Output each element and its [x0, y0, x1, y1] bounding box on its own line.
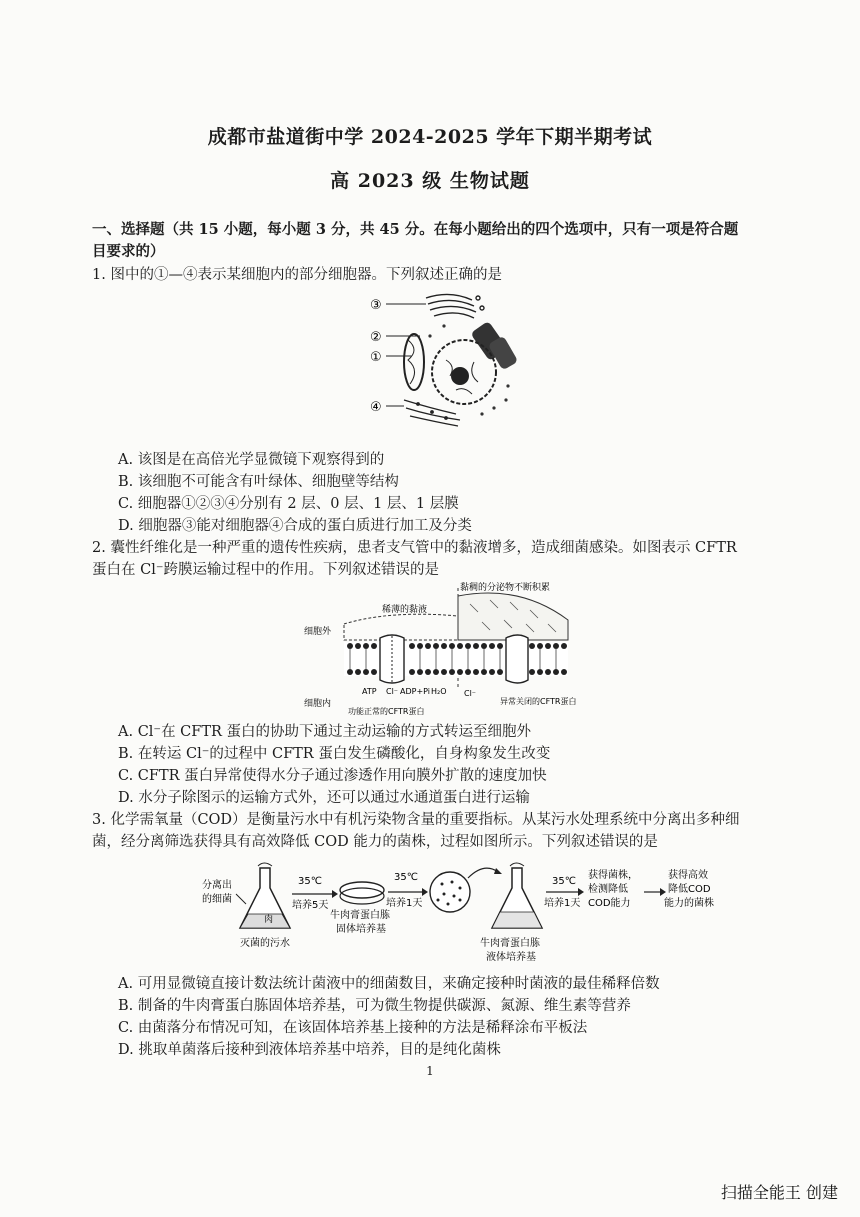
label-get-strain: 获得菌株， [588, 870, 638, 881]
label-thin-mucus: 稀薄的黏液 [382, 605, 428, 615]
exam-subtitle: 高 2023 级 生物试题 [330, 170, 530, 192]
q3-option-c: C. 由菌落分布情况可知，在该固体培养基上接种的方法是稀释涂布平板法 [118, 1020, 588, 1036]
colony-plate [430, 872, 470, 912]
exam-title: 成都市盐道街中学 2024-2025 学年下期半期考试 [207, 126, 653, 148]
label-abnormal-cftr: 异常关闭的CFTR蛋白 [500, 697, 577, 706]
q3-stem-cont: 菌，经分离筛选获得具有高效降低 COD 能力的菌株，过程如图所示。下列叙述错误的是 [92, 834, 658, 850]
label-inside-cell: 细胞内 [304, 699, 332, 709]
q3-option-d: D. 挑取单菌落后接种到液体培养基中培养，目的是纯化菌株 [118, 1042, 501, 1058]
label-plate-medium: 牛肉膏蛋白胨 [330, 910, 390, 921]
petri-plate [340, 882, 384, 904]
phospholipid-bilayer [344, 635, 568, 684]
label-final-1: 获得高效 [668, 870, 708, 881]
label-plate-medium-2: 固体培养基 [336, 924, 386, 935]
q1-option-d: D. 细胞器③能对细胞器④合成的蛋白质进行加工及分类 [118, 518, 472, 534]
bacteria-screening-flow-figure [198, 858, 718, 966]
q1-option-a: A. 该图是在高倍光学显微镜下观察得到的 [118, 452, 385, 468]
label-flask-inner: 肉 [264, 915, 274, 925]
page-number: 1 [426, 1064, 434, 1078]
cell-organelle-figure [360, 290, 530, 440]
q3-option-b: B. 制备的牛肉膏蛋白胨固体培养基，可为微生物提供碳源、氮源、维生素等营养 [118, 998, 631, 1014]
label-atp: ATP [362, 687, 377, 696]
label-detect-reduce: 检测降低 [588, 884, 628, 895]
label-temp-2: 35℃ [394, 872, 418, 883]
label-isolated-bacteria-2: 的细菌 [202, 894, 232, 905]
q3-option-a: A. 可用显微镜直接计数法统计菌液中的细菌数目，来确定接种时菌液的最佳稀释倍数 [118, 976, 660, 992]
golgi-apparatus [426, 294, 484, 318]
q2-option-a: A. Cl⁻在 CFTR 蛋白的协助下通过主动运输的方式转运至细胞外 [118, 724, 532, 740]
label-liquid-medium-2: 液体培养基 [486, 952, 536, 963]
cftr-protein-abnormal [506, 635, 528, 683]
label-culture-1d-b: 培养1天 [544, 898, 581, 909]
label-final-2: 降低COD [668, 884, 711, 895]
label-sterile-sewage: 灭菌的污水 [240, 938, 290, 949]
q2-option-c: C. CFTR 蛋白异常使得水分子通过渗透作用向膜外扩散的速度加快 [118, 768, 547, 784]
scanner-watermark: 扫描全能王 创建 [720, 1183, 838, 1202]
label-cl-2: Cl⁻ [464, 689, 477, 698]
q1-stem: 1. 图中的①—④表示某细胞内的部分细胞器。下列叙述正确的是 [92, 267, 502, 283]
q2-option-d: D. 水分子除图示的运输方式外，还可以通过水通道蛋白进行运输 [118, 790, 530, 806]
label-temp-1: 35℃ [298, 876, 322, 887]
label-temp-3: 35℃ [552, 876, 576, 887]
label-accumulated-secretion: 黏稠的分泌物不断积累 [460, 583, 551, 593]
label-cod-ability: COD能力 [588, 898, 631, 909]
label-liquid-medium: 牛肉膏蛋白胨 [480, 938, 540, 949]
section-heading: 一、选择题（共 15 小题，每小题 3 分，共 45 分。在每小题给出的四个选项中，只有一项是符合题 [92, 221, 739, 238]
label-1: ① [370, 350, 382, 365]
label-4: ④ [370, 400, 382, 415]
section-heading-cont: 目要求的） [92, 243, 165, 260]
mitochondrion [470, 321, 518, 371]
label-final-3: 能力的菌株 [664, 898, 714, 909]
endoplasmic-reticulum [404, 400, 460, 426]
label-3: ③ [370, 298, 382, 313]
q1-option-c: C. 细胞器①②③④分别有 2 层、0 层、1 层、1 层膜 [118, 496, 459, 512]
cftr-protein-normal [380, 635, 404, 683]
label-culture-5d: 培养5天 [292, 900, 329, 911]
mitochondrion-left [404, 334, 424, 390]
nucleus [432, 340, 496, 404]
q2-stem: 2. 囊性纤维化是一种严重的遗传性疾病，患者支气管中的黏液增多，造成细菌感染。如图表示 CFTR [92, 540, 737, 556]
label-outside-cell: 细胞外 [304, 627, 332, 637]
q1-option-b: B. 该细胞不可能含有叶绿体、细胞壁等结构 [118, 474, 399, 490]
q3-stem: 3. 化学需氧量（COD）是衡量污水中有机污染物含量的重要指标。从某污水处理系统中分离出多种细 [92, 812, 740, 828]
q2-stem-cont: 蛋白在 Cl⁻跨膜运输过程中的作用。下列叙述错误的是 [92, 562, 439, 578]
label-cl-1: Cl⁻ [386, 687, 399, 696]
label-adp-pi: ADP+Pi [400, 687, 431, 696]
label-h2o: H₂O [431, 687, 447, 696]
q2-option-b: B. 在转运 Cl⁻的过程中 CFTR 蛋白发生磷酸化，自身构象发生改变 [118, 746, 551, 762]
label-culture-1d-a: 培养1天 [386, 898, 423, 909]
label-isolated-bacteria: 分离出 [202, 880, 232, 891]
label-2: ② [370, 330, 382, 345]
label-normal-cftr: 功能正常的CFTR蛋白 [348, 707, 425, 716]
cftr-membrane-figure [300, 580, 620, 718]
